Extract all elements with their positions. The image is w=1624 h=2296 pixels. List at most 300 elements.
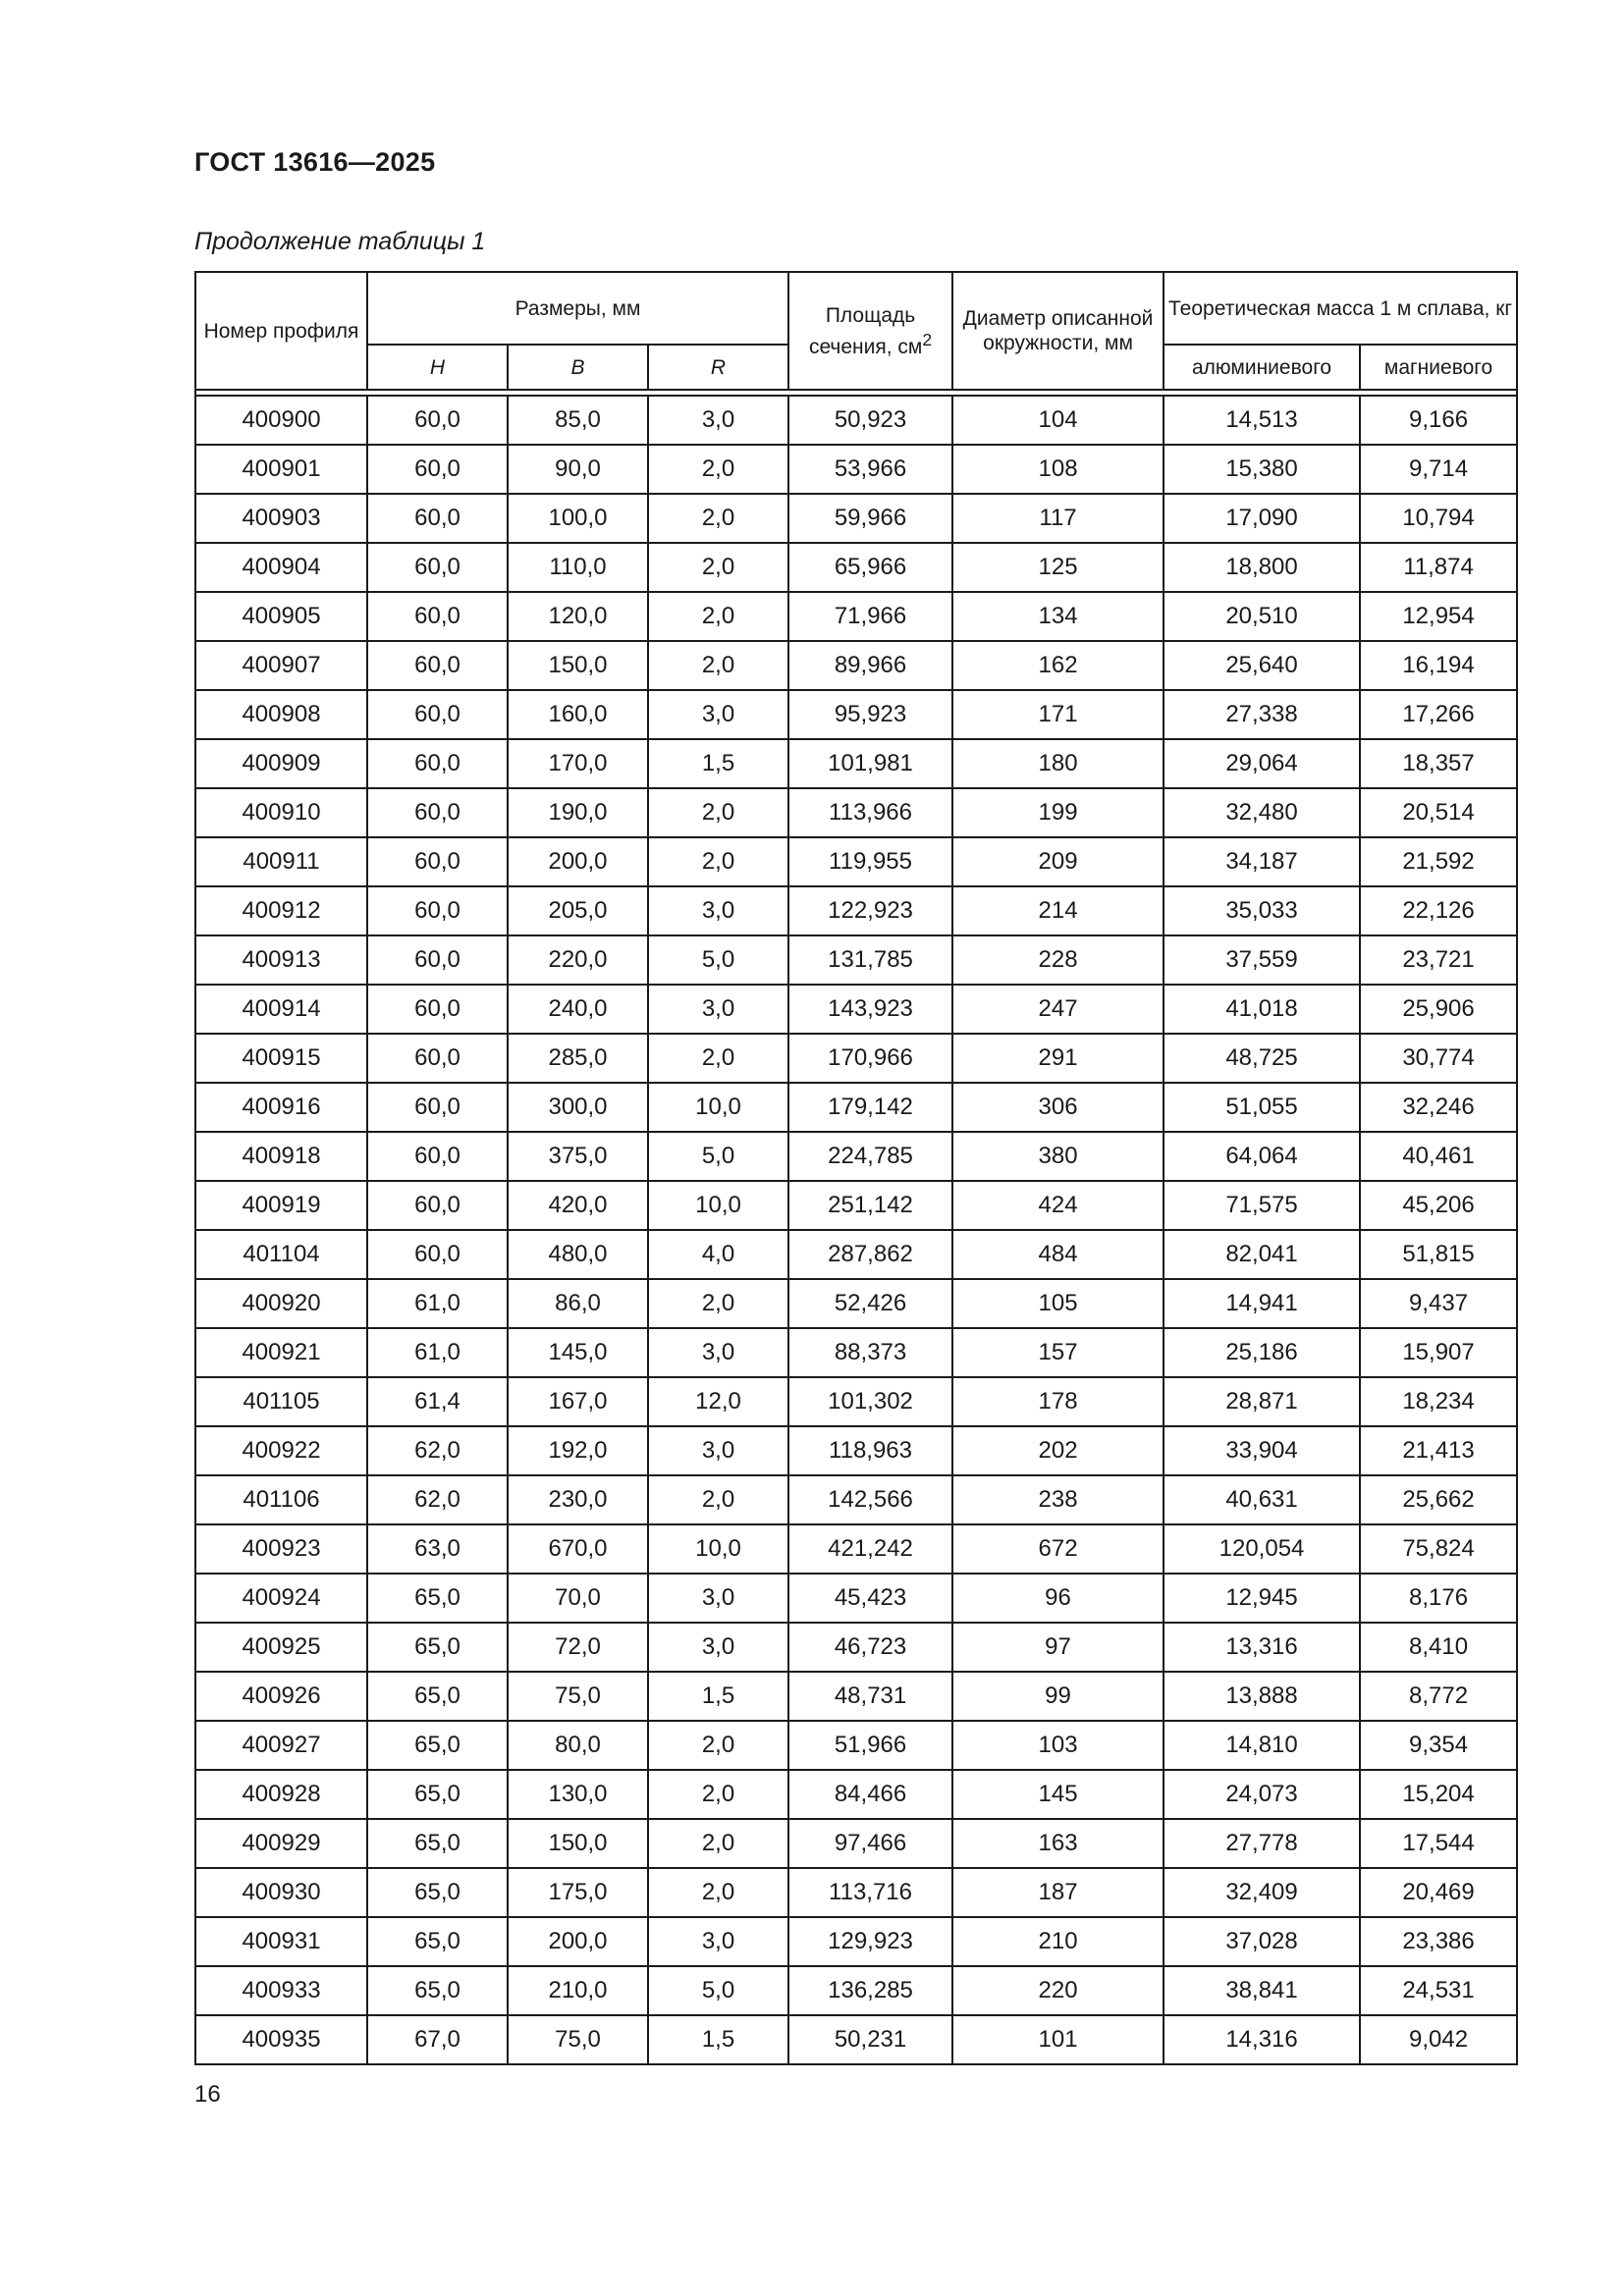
cell-magnesium: 8,410 xyxy=(1360,1623,1517,1672)
cell-b: 375,0 xyxy=(508,1132,648,1181)
cell-profile: 401106 xyxy=(195,1475,367,1524)
cell-h: 61,4 xyxy=(367,1377,508,1426)
cell-h: 60,0 xyxy=(367,543,508,592)
table-row xyxy=(195,837,1517,886)
cell-b: 190,0 xyxy=(508,788,648,837)
table-row xyxy=(195,2015,1517,2064)
cell-magnesium: 10,794 xyxy=(1360,494,1517,543)
cell-r: 2,0 xyxy=(648,445,788,494)
cell-profile: 400916 xyxy=(195,1083,367,1132)
cell-magnesium: 51,815 xyxy=(1360,1230,1517,1279)
table-row xyxy=(195,494,1517,543)
cell-aluminium: 32,480 xyxy=(1164,788,1360,837)
cell-b: 230,0 xyxy=(508,1475,648,1524)
cell-b: 150,0 xyxy=(508,641,648,690)
table-row xyxy=(195,690,1517,739)
cell-r: 12,0 xyxy=(648,1377,788,1426)
cell-aluminium: 25,640 xyxy=(1164,641,1360,690)
cell-profile: 400933 xyxy=(195,1966,367,2015)
cell-area: 113,716 xyxy=(788,1868,952,1917)
cell-r: 3,0 xyxy=(648,1328,788,1377)
table-row xyxy=(195,1132,1517,1181)
cell-magnesium: 15,204 xyxy=(1360,1770,1517,1819)
table-row xyxy=(195,592,1517,641)
cell-profile: 400903 xyxy=(195,494,367,543)
cell-aluminium: 48,725 xyxy=(1164,1034,1360,1083)
cell-b: 120,0 xyxy=(508,592,648,641)
cell-diameter: 117 xyxy=(952,494,1164,543)
table-row xyxy=(195,1034,1517,1083)
cell-diameter: 96 xyxy=(952,1574,1164,1623)
cell-r: 2,0 xyxy=(648,1034,788,1083)
cell-aluminium: 14,941 xyxy=(1164,1279,1360,1328)
cell-magnesium: 20,469 xyxy=(1360,1868,1517,1917)
cell-aluminium: 24,073 xyxy=(1164,1770,1360,1819)
cell-h: 60,0 xyxy=(367,445,508,494)
cell-profile: 400922 xyxy=(195,1426,367,1475)
table-row xyxy=(195,1770,1517,1819)
cell-magnesium: 8,772 xyxy=(1360,1672,1517,1721)
cell-h: 60,0 xyxy=(367,396,508,445)
cell-aluminium: 35,033 xyxy=(1164,886,1360,935)
cell-h: 60,0 xyxy=(367,1230,508,1279)
cell-aluminium: 38,841 xyxy=(1164,1966,1360,2015)
cell-diameter: 162 xyxy=(952,641,1164,690)
table-row xyxy=(195,445,1517,494)
cell-magnesium: 9,042 xyxy=(1360,2015,1517,2064)
cell-h: 60,0 xyxy=(367,837,508,886)
cell-profile: 400925 xyxy=(195,1623,367,1672)
cell-r: 3,0 xyxy=(648,1426,788,1475)
cell-profile: 400930 xyxy=(195,1868,367,1917)
cell-r: 1,5 xyxy=(648,2015,788,2064)
cell-diameter: 145 xyxy=(952,1770,1164,1819)
cell-area: 224,785 xyxy=(788,1132,952,1181)
cell-aluminium: 29,064 xyxy=(1164,739,1360,788)
cell-magnesium: 9,166 xyxy=(1360,396,1517,445)
cell-b: 110,0 xyxy=(508,543,648,592)
cell-diameter: 220 xyxy=(952,1966,1164,2015)
cell-area: 122,923 xyxy=(788,886,952,935)
table-row xyxy=(195,788,1517,837)
cell-b: 160,0 xyxy=(508,690,648,739)
cell-area: 101,981 xyxy=(788,739,952,788)
cell-magnesium: 30,774 xyxy=(1360,1034,1517,1083)
cell-b: 167,0 xyxy=(508,1377,648,1426)
cell-diameter: 247 xyxy=(952,985,1164,1034)
cell-b: 175,0 xyxy=(508,1868,648,1917)
cell-diameter: 178 xyxy=(952,1377,1164,1426)
cell-r: 5,0 xyxy=(648,1966,788,2015)
cell-r: 2,0 xyxy=(648,837,788,886)
cell-diameter: 228 xyxy=(952,935,1164,985)
cell-diameter: 103 xyxy=(952,1721,1164,1770)
cell-aluminium: 27,778 xyxy=(1164,1819,1360,1868)
table-row xyxy=(195,1475,1517,1524)
cell-diameter: 97 xyxy=(952,1623,1164,1672)
cell-r: 3,0 xyxy=(648,886,788,935)
cell-diameter: 180 xyxy=(952,739,1164,788)
cell-profile: 400914 xyxy=(195,985,367,1034)
cell-b: 220,0 xyxy=(508,935,648,985)
cell-diameter: 105 xyxy=(952,1279,1164,1328)
cell-area: 45,423 xyxy=(788,1574,952,1623)
cell-diameter: 202 xyxy=(952,1426,1164,1475)
profile-table xyxy=(194,271,1518,2065)
cell-r: 3,0 xyxy=(648,985,788,1034)
cell-area: 143,923 xyxy=(788,985,952,1034)
cell-magnesium: 17,266 xyxy=(1360,690,1517,739)
cell-b: 75,0 xyxy=(508,1672,648,1721)
cell-r: 2,0 xyxy=(648,1279,788,1328)
cell-magnesium: 20,514 xyxy=(1360,788,1517,837)
cell-h: 60,0 xyxy=(367,641,508,690)
cell-aluminium: 51,055 xyxy=(1164,1083,1360,1132)
cell-profile: 400935 xyxy=(195,2015,367,2064)
cell-profile: 400928 xyxy=(195,1770,367,1819)
cell-area: 95,923 xyxy=(788,690,952,739)
cell-area: 97,466 xyxy=(788,1819,952,1868)
cell-diameter: 157 xyxy=(952,1328,1164,1377)
cell-diameter: 125 xyxy=(952,543,1164,592)
cell-magnesium: 9,354 xyxy=(1360,1721,1517,1770)
cell-b: 300,0 xyxy=(508,1083,648,1132)
cell-h: 61,0 xyxy=(367,1279,508,1328)
cell-aluminium: 27,338 xyxy=(1164,690,1360,739)
cell-magnesium: 12,954 xyxy=(1360,592,1517,641)
cell-area: 142,566 xyxy=(788,1475,952,1524)
cell-aluminium: 71,575 xyxy=(1164,1181,1360,1230)
table-row xyxy=(195,1574,1517,1623)
cell-b: 100,0 xyxy=(508,494,648,543)
cell-b: 205,0 xyxy=(508,886,648,935)
cell-profile: 400905 xyxy=(195,592,367,641)
cell-diameter: 238 xyxy=(952,1475,1164,1524)
cell-profile: 400929 xyxy=(195,1819,367,1868)
table-row xyxy=(195,543,1517,592)
header-r: R xyxy=(648,345,788,390)
table-row xyxy=(195,641,1517,690)
table-row xyxy=(195,1721,1517,1770)
cell-aluminium: 64,064 xyxy=(1164,1132,1360,1181)
cell-h: 65,0 xyxy=(367,1721,508,1770)
cell-b: 200,0 xyxy=(508,1917,648,1966)
cell-magnesium: 21,413 xyxy=(1360,1426,1517,1475)
table-row xyxy=(195,1377,1517,1426)
cell-r: 3,0 xyxy=(648,1917,788,1966)
cell-h: 65,0 xyxy=(367,1917,508,1966)
cell-diameter: 291 xyxy=(952,1034,1164,1083)
cell-h: 60,0 xyxy=(367,494,508,543)
cell-area: 287,862 xyxy=(788,1230,952,1279)
cell-diameter: 214 xyxy=(952,886,1164,935)
cell-b: 192,0 xyxy=(508,1426,648,1475)
cell-area: 118,963 xyxy=(788,1426,952,1475)
cell-aluminium: 14,810 xyxy=(1164,1721,1360,1770)
cell-aluminium: 82,041 xyxy=(1164,1230,1360,1279)
cell-area: 251,142 xyxy=(788,1181,952,1230)
cell-area: 50,923 xyxy=(788,396,952,445)
cell-area: 88,373 xyxy=(788,1328,952,1377)
cell-h: 67,0 xyxy=(367,2015,508,2064)
table-row xyxy=(195,1181,1517,1230)
cell-aluminium: 37,559 xyxy=(1164,935,1360,985)
cell-b: 90,0 xyxy=(508,445,648,494)
cell-area: 65,966 xyxy=(788,543,952,592)
cell-h: 65,0 xyxy=(367,1574,508,1623)
cell-diameter: 134 xyxy=(952,592,1164,641)
table-row xyxy=(195,1917,1517,1966)
cell-magnesium: 40,461 xyxy=(1360,1132,1517,1181)
cell-area: 84,466 xyxy=(788,1770,952,1819)
table-row xyxy=(195,1328,1517,1377)
cell-r: 10,0 xyxy=(648,1524,788,1574)
cell-diameter: 99 xyxy=(952,1672,1164,1721)
cell-diameter: 209 xyxy=(952,837,1164,886)
cell-area: 50,231 xyxy=(788,2015,952,2064)
cell-profile: 400910 xyxy=(195,788,367,837)
table-row xyxy=(195,739,1517,788)
cell-area: 51,966 xyxy=(788,1721,952,1770)
cell-h: 60,0 xyxy=(367,1034,508,1083)
cell-b: 80,0 xyxy=(508,1721,648,1770)
cell-aluminium: 120,054 xyxy=(1164,1524,1360,1574)
cell-diameter: 306 xyxy=(952,1083,1164,1132)
cell-h: 60,0 xyxy=(367,935,508,985)
cell-profile: 400931 xyxy=(195,1917,367,1966)
header-magnesium: магниевого xyxy=(1360,345,1517,390)
cell-magnesium: 75,824 xyxy=(1360,1524,1517,1574)
cell-area: 71,966 xyxy=(788,592,952,641)
cell-profile: 400912 xyxy=(195,886,367,935)
cell-area: 131,785 xyxy=(788,935,952,985)
header-h: H xyxy=(367,345,508,390)
cell-area: 119,955 xyxy=(788,837,952,886)
header-area-label: Площадь сечения, см xyxy=(808,303,923,358)
cell-r: 1,5 xyxy=(648,739,788,788)
cell-b: 130,0 xyxy=(508,1770,648,1819)
cell-r: 10,0 xyxy=(648,1181,788,1230)
cell-b: 86,0 xyxy=(508,1279,648,1328)
cell-aluminium: 13,316 xyxy=(1164,1623,1360,1672)
cell-diameter: 187 xyxy=(952,1868,1164,1917)
cell-aluminium: 14,513 xyxy=(1164,396,1360,445)
cell-h: 65,0 xyxy=(367,1623,508,1672)
cell-diameter: 424 xyxy=(952,1181,1164,1230)
cell-aluminium: 20,510 xyxy=(1164,592,1360,641)
cell-aluminium: 12,945 xyxy=(1164,1574,1360,1623)
cell-profile: 400909 xyxy=(195,739,367,788)
table-row xyxy=(195,886,1517,935)
cell-b: 210,0 xyxy=(508,1966,648,2015)
header-diameter: Диаметр описанной окружности, мм xyxy=(952,272,1164,390)
cell-aluminium: 28,871 xyxy=(1164,1377,1360,1426)
cell-profile: 400919 xyxy=(195,1181,367,1230)
cell-magnesium: 25,906 xyxy=(1360,985,1517,1034)
cell-h: 65,0 xyxy=(367,1819,508,1868)
cell-magnesium: 25,662 xyxy=(1360,1475,1517,1524)
cell-magnesium: 17,544 xyxy=(1360,1819,1517,1868)
document-title: ГОСТ 13616—2025 xyxy=(194,147,436,177)
cell-aluminium: 14,316 xyxy=(1164,2015,1360,2064)
cell-diameter: 104 xyxy=(952,396,1164,445)
cell-b: 72,0 xyxy=(508,1623,648,1672)
cell-b: 150,0 xyxy=(508,1819,648,1868)
cell-profile: 400920 xyxy=(195,1279,367,1328)
table-caption: Продолжение таблицы 1 xyxy=(194,228,486,255)
cell-area: 136,285 xyxy=(788,1966,952,2015)
header-mass: Теоретическая масса 1 м сплава, кг xyxy=(1164,272,1517,345)
cell-h: 60,0 xyxy=(367,739,508,788)
cell-r: 3,0 xyxy=(648,690,788,739)
cell-r: 4,0 xyxy=(648,1230,788,1279)
cell-profile: 400927 xyxy=(195,1721,367,1770)
cell-aluminium: 25,186 xyxy=(1164,1328,1360,1377)
table-row xyxy=(195,1868,1517,1917)
cell-profile: 400926 xyxy=(195,1672,367,1721)
cell-magnesium: 11,874 xyxy=(1360,543,1517,592)
table-row xyxy=(195,1230,1517,1279)
cell-profile: 400923 xyxy=(195,1524,367,1574)
cell-area: 113,966 xyxy=(788,788,952,837)
header-area-sup: 2 xyxy=(922,329,933,349)
cell-r: 5,0 xyxy=(648,935,788,985)
cell-diameter: 380 xyxy=(952,1132,1164,1181)
cell-h: 63,0 xyxy=(367,1524,508,1574)
table-row xyxy=(195,1966,1517,2015)
cell-h: 61,0 xyxy=(367,1328,508,1377)
cell-magnesium: 9,437 xyxy=(1360,1279,1517,1328)
cell-h: 65,0 xyxy=(367,1868,508,1917)
table-row xyxy=(195,935,1517,985)
cell-aluminium: 41,018 xyxy=(1164,985,1360,1034)
table-row xyxy=(195,1623,1517,1672)
cell-diameter: 108 xyxy=(952,445,1164,494)
cell-r: 3,0 xyxy=(648,396,788,445)
cell-magnesium: 18,234 xyxy=(1360,1377,1517,1426)
cell-b: 75,0 xyxy=(508,2015,648,2064)
table-row xyxy=(195,1672,1517,1721)
cell-b: 240,0 xyxy=(508,985,648,1034)
cell-aluminium: 32,409 xyxy=(1164,1868,1360,1917)
cell-profile: 400900 xyxy=(195,396,367,445)
table-row xyxy=(195,1524,1517,1574)
cell-aluminium: 34,187 xyxy=(1164,837,1360,886)
cell-b: 420,0 xyxy=(508,1181,648,1230)
cell-r: 2,0 xyxy=(648,1819,788,1868)
table-row xyxy=(195,1279,1517,1328)
cell-area: 53,966 xyxy=(788,445,952,494)
table-row xyxy=(195,1426,1517,1475)
cell-diameter: 101 xyxy=(952,2015,1164,2064)
cell-magnesium: 16,194 xyxy=(1360,641,1517,690)
header-area xyxy=(788,272,952,390)
header-aluminium: алюминиевого xyxy=(1164,345,1360,390)
cell-magnesium: 18,357 xyxy=(1360,739,1517,788)
cell-aluminium: 17,090 xyxy=(1164,494,1360,543)
cell-area: 48,731 xyxy=(788,1672,952,1721)
cell-aluminium: 15,380 xyxy=(1164,445,1360,494)
header-profile: Номер профиля xyxy=(195,272,367,390)
cell-b: 200,0 xyxy=(508,837,648,886)
cell-magnesium: 21,592 xyxy=(1360,837,1517,886)
cell-aluminium: 18,800 xyxy=(1164,543,1360,592)
cell-h: 60,0 xyxy=(367,788,508,837)
cell-b: 85,0 xyxy=(508,396,648,445)
cell-h: 60,0 xyxy=(367,985,508,1034)
cell-h: 60,0 xyxy=(367,1132,508,1181)
cell-profile: 400918 xyxy=(195,1132,367,1181)
cell-r: 2,0 xyxy=(648,788,788,837)
cell-diameter: 210 xyxy=(952,1917,1164,1966)
cell-diameter: 171 xyxy=(952,690,1164,739)
table-row xyxy=(195,985,1517,1034)
cell-profile: 400924 xyxy=(195,1574,367,1623)
cell-h: 60,0 xyxy=(367,1083,508,1132)
cell-diameter: 672 xyxy=(952,1524,1164,1574)
cell-profile: 400915 xyxy=(195,1034,367,1083)
cell-r: 1,5 xyxy=(648,1672,788,1721)
cell-area: 129,923 xyxy=(788,1917,952,1966)
table-row xyxy=(195,1083,1517,1132)
header-dimensions: Размеры, мм xyxy=(367,272,788,345)
cell-magnesium: 23,386 xyxy=(1360,1917,1517,1966)
cell-b: 285,0 xyxy=(508,1034,648,1083)
cell-profile: 400911 xyxy=(195,837,367,886)
cell-h: 60,0 xyxy=(367,690,508,739)
cell-area: 170,966 xyxy=(788,1034,952,1083)
cell-r: 3,0 xyxy=(648,1623,788,1672)
cell-r: 2,0 xyxy=(648,592,788,641)
cell-diameter: 199 xyxy=(952,788,1164,837)
cell-area: 89,966 xyxy=(788,641,952,690)
cell-b: 670,0 xyxy=(508,1524,648,1574)
cell-h: 60,0 xyxy=(367,1181,508,1230)
cell-aluminium: 13,888 xyxy=(1164,1672,1360,1721)
cell-r: 10,0 xyxy=(648,1083,788,1132)
cell-profile: 401105 xyxy=(195,1377,367,1426)
table-body xyxy=(195,396,1517,2064)
cell-aluminium: 40,631 xyxy=(1164,1475,1360,1524)
cell-area: 52,426 xyxy=(788,1279,952,1328)
cell-magnesium: 23,721 xyxy=(1360,935,1517,985)
cell-area: 46,723 xyxy=(788,1623,952,1672)
cell-r: 2,0 xyxy=(648,1721,788,1770)
cell-b: 480,0 xyxy=(508,1230,648,1279)
cell-aluminium: 37,028 xyxy=(1164,1917,1360,1966)
cell-area: 421,242 xyxy=(788,1524,952,1574)
cell-profile: 401104 xyxy=(195,1230,367,1279)
page-number: 16 xyxy=(194,2081,221,2108)
cell-area: 59,966 xyxy=(788,494,952,543)
cell-r: 5,0 xyxy=(648,1132,788,1181)
cell-magnesium: 8,176 xyxy=(1360,1574,1517,1623)
cell-diameter: 484 xyxy=(952,1230,1164,1279)
table-row xyxy=(195,396,1517,445)
cell-b: 70,0 xyxy=(508,1574,648,1623)
cell-profile: 400904 xyxy=(195,543,367,592)
cell-h: 60,0 xyxy=(367,886,508,935)
cell-magnesium: 15,907 xyxy=(1360,1328,1517,1377)
cell-h: 65,0 xyxy=(367,1770,508,1819)
header-b: B xyxy=(508,345,648,390)
cell-h: 60,0 xyxy=(367,592,508,641)
cell-r: 2,0 xyxy=(648,1868,788,1917)
cell-r: 3,0 xyxy=(648,1574,788,1623)
cell-r: 2,0 xyxy=(648,1770,788,1819)
cell-r: 2,0 xyxy=(648,1475,788,1524)
cell-profile: 400921 xyxy=(195,1328,367,1377)
